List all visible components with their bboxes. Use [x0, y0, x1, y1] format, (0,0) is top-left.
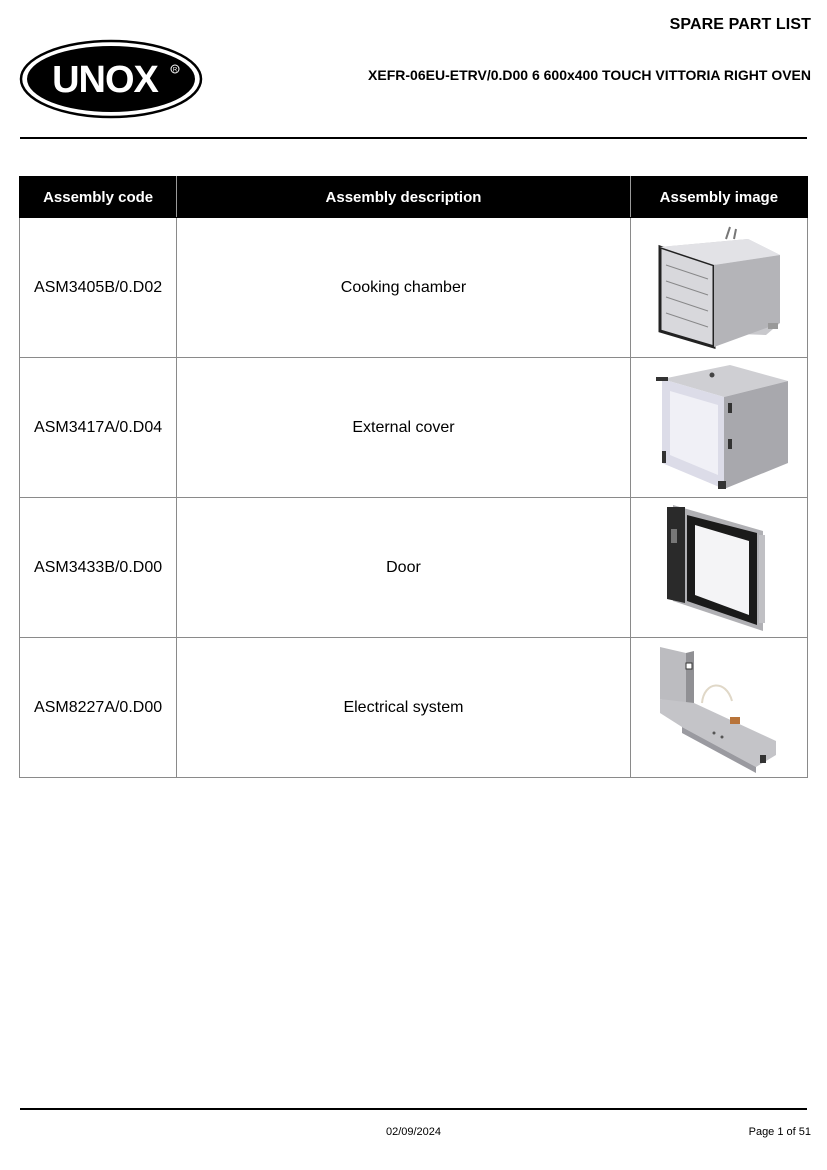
table-header-row [20, 177, 808, 218]
door-image [663, 503, 775, 633]
document-title: SPARE PART LIST [669, 16, 811, 33]
column-header-code: Assembly code [20, 177, 177, 218]
footer-divider [20, 1108, 807, 1110]
assembly-description: Electrical system [177, 638, 631, 778]
unox-logo [19, 39, 203, 119]
assembly-image-cell [630, 218, 807, 358]
header-divider [20, 137, 807, 139]
electrical-system-image [656, 643, 782, 773]
column-header-image: Assembly image [630, 177, 807, 218]
column-header-description: Assembly description [177, 177, 631, 218]
footer-date: 02/09/2024 [385, 1126, 442, 1138]
assembly-code: ASM3417A/0.D04 [20, 358, 177, 498]
table-row [20, 638, 808, 778]
assembly-description: External cover [177, 358, 631, 498]
assembly-code: ASM8227A/0.D00 [20, 638, 177, 778]
assembly-image-cell [630, 498, 807, 638]
table-row [20, 498, 808, 638]
assembly-code: ASM3433B/0.D00 [20, 498, 177, 638]
cooking-chamber-image [654, 225, 784, 351]
assembly-image-cell [630, 358, 807, 498]
spare-parts-table [19, 176, 808, 778]
assembly-description: Cooking chamber [177, 218, 631, 358]
document-subtitle: XEFR-06EU-ETRV/0.D00 6 600x400 TOUCH VITTORIA RIGHT OVEN [368, 67, 811, 83]
assembly-code: ASM3405B/0.D02 [20, 218, 177, 358]
page-number: Page 1 of 51 [748, 1126, 811, 1138]
table-row [20, 358, 808, 498]
external-cover-image [648, 363, 790, 493]
table-row [20, 218, 808, 358]
svg-text:R: R [172, 67, 178, 74]
assembly-image-cell [630, 638, 807, 778]
assembly-description: Door [177, 498, 631, 638]
svg-text:UNOX: UNOX [52, 59, 158, 101]
